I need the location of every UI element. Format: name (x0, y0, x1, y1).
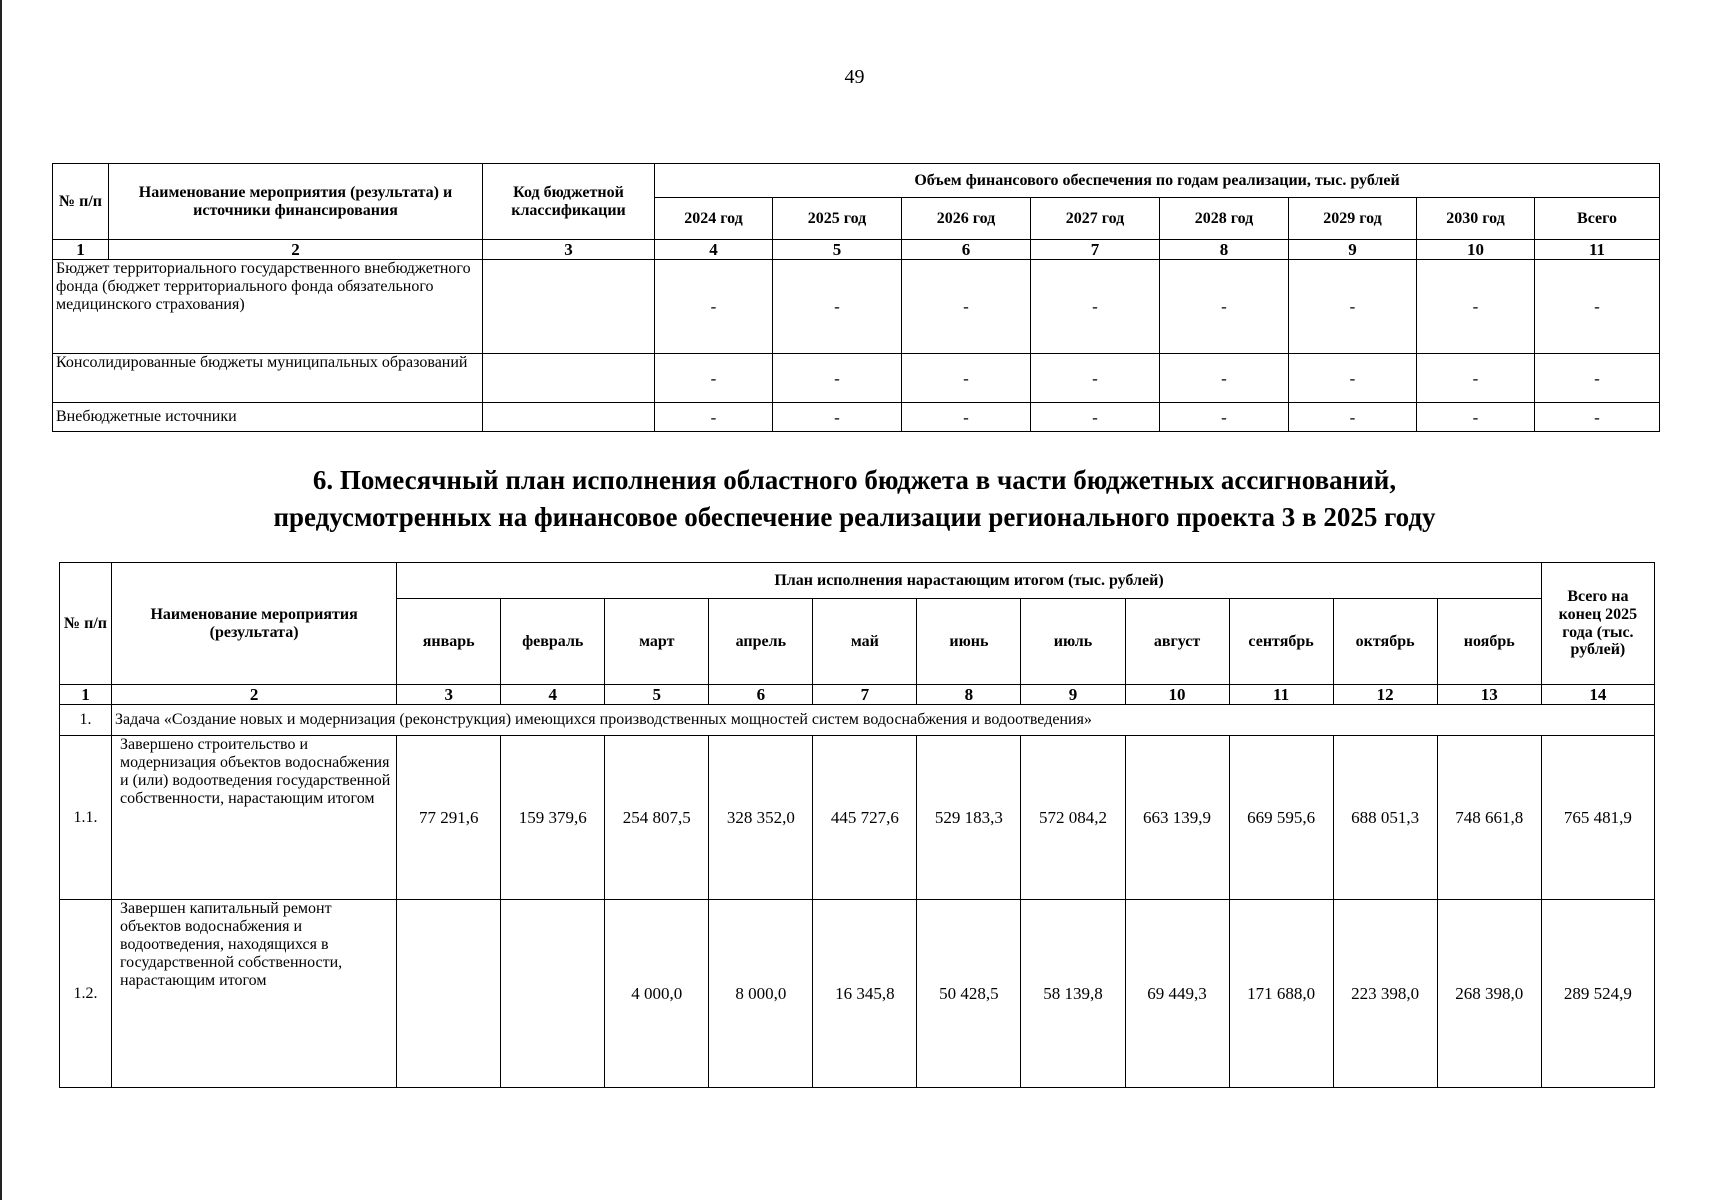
header-month: июль (1021, 599, 1125, 685)
value-cell: 16 345,8 (813, 900, 917, 1088)
value-cell: - (1289, 260, 1417, 354)
col-number: 3 (483, 240, 655, 260)
col-number: 9 (1289, 240, 1417, 260)
col-number: 2 (109, 240, 483, 260)
row-number: 1.1. (60, 736, 112, 900)
section-heading-line: 6. Помесячный план исполнения областного бюджета в части бюджетных ассигнований, (312, 465, 1397, 495)
col-number: 13 (1437, 685, 1541, 705)
header-month: ноябрь (1437, 599, 1541, 685)
col-number: 4 (501, 685, 605, 705)
monthly-plan-table (59, 562, 1655, 1088)
value-cell: - (1417, 354, 1535, 403)
col-number: 4 (655, 240, 773, 260)
table-row (53, 403, 1660, 432)
value-cell: 445 727,6 (813, 736, 917, 900)
header-year: 2029 год (1289, 198, 1417, 240)
table-row (60, 736, 1655, 900)
value-cell: 328 352,0 (709, 736, 813, 900)
value-cell (501, 900, 605, 1088)
value-cell: - (1160, 260, 1289, 354)
value-cell: 171 688,0 (1229, 900, 1333, 1088)
value-cell: - (1160, 403, 1289, 432)
activity-name: Завершено строительство и модернизация объектов водоснабжения и (или) водоотведения государственной собственности, нарастающим итогом (112, 736, 397, 900)
value-cell: - (1535, 354, 1660, 403)
header-year: 2028 год (1160, 198, 1289, 240)
page-number: 49 (844, 66, 865, 88)
header-year: 2030 год (1417, 198, 1535, 240)
value-cell: - (1535, 403, 1660, 432)
value-cell: - (773, 403, 902, 432)
value-cell: - (1031, 403, 1160, 432)
budget-code (483, 403, 655, 432)
value-cell: 223 398,0 (1333, 900, 1437, 1088)
value-cell: 58 139,8 (1021, 900, 1125, 1088)
value-cell: - (902, 354, 1031, 403)
header-year: 2027 год (1031, 198, 1160, 240)
col-number: 6 (709, 685, 813, 705)
col-number: 10 (1417, 240, 1535, 260)
col-number: 1 (60, 685, 112, 705)
header-month: март (605, 599, 709, 685)
task-number: 1. (60, 705, 112, 736)
col-number: 5 (773, 240, 902, 260)
col-number: 6 (902, 240, 1031, 260)
value-cell: - (1160, 354, 1289, 403)
col-number: 12 (1333, 685, 1437, 705)
value-cell: - (773, 260, 902, 354)
header-month: июнь (917, 599, 1021, 685)
value-cell: - (655, 354, 773, 403)
header-month: сентябрь (1229, 599, 1333, 685)
value-cell: - (902, 403, 1031, 432)
col-number: 5 (605, 685, 709, 705)
header-num: № п/п (53, 164, 109, 240)
value-cell: - (1289, 403, 1417, 432)
header-year: 2026 год (902, 198, 1031, 240)
task-row (60, 705, 1655, 736)
value-cell: 289 524,9 (1541, 900, 1654, 1088)
col-number: 1 (53, 240, 109, 260)
value-cell: - (773, 354, 902, 403)
value-cell: - (655, 403, 773, 432)
header-code: Код бюджетной классификации (483, 164, 655, 240)
value-cell: - (1031, 354, 1160, 403)
scan-edge (0, 0, 2, 1200)
col-number: 14 (1541, 685, 1654, 705)
value-cell (397, 900, 501, 1088)
header-funding-group: Объем финансового обеспечения по годам реализации, тыс. рублей (655, 164, 1660, 198)
table-row (53, 354, 1660, 403)
header-month: апрель (709, 599, 813, 685)
budget-code (483, 260, 655, 354)
header-month: октябрь (1333, 599, 1437, 685)
funding-table (52, 163, 1660, 432)
value-cell: 4 000,0 (605, 900, 709, 1088)
header-month: январь (397, 599, 501, 685)
col-number: 8 (917, 685, 1021, 705)
value-cell: 669 595,6 (1229, 736, 1333, 900)
header-total: Всего (1535, 198, 1660, 240)
value-cell: 748 661,8 (1437, 736, 1541, 900)
column-number-row (53, 240, 1660, 260)
col-number: 8 (1160, 240, 1289, 260)
value-cell: 529 183,3 (917, 736, 1021, 900)
table-row (53, 260, 1660, 354)
value-cell: - (902, 260, 1031, 354)
value-cell: - (1535, 260, 1660, 354)
header-plan-group: План исполнения нарастающим итогом (тыс. рублей) (397, 563, 1542, 599)
col-number: 9 (1021, 685, 1125, 705)
header-name: Наименование мероприятия (результата) (112, 563, 397, 685)
row-number: 1.2. (60, 900, 112, 1088)
value-cell: 77 291,6 (397, 736, 501, 900)
value-cell: 50 428,5 (917, 900, 1021, 1088)
value-cell: 572 084,2 (1021, 736, 1125, 900)
column-number-row (60, 685, 1655, 705)
value-cell: 688 051,3 (1333, 736, 1437, 900)
section-heading-line: предусмотренных на финансовое обеспечение реализации регионального проекта 3 в 2025 году (273, 502, 1436, 532)
value-cell: - (1031, 260, 1160, 354)
table-row (60, 900, 1655, 1088)
funding-source-name: Бюджет территориального государственного внебюджетного фонда (бюджет территориального фонда обязательного медицинского страхования) (53, 260, 483, 354)
col-number: 11 (1229, 685, 1333, 705)
col-number: 7 (1031, 240, 1160, 260)
value-cell: - (1417, 403, 1535, 432)
header-num: № п/п (60, 563, 112, 685)
header-name: Наименование мероприятия (результата) и источники финансирования (109, 164, 483, 240)
value-cell: 254 807,5 (605, 736, 709, 900)
header-year: 2025 год (773, 198, 902, 240)
header-month: февраль (501, 599, 605, 685)
section-heading (0, 462, 1709, 536)
col-number: 11 (1535, 240, 1660, 260)
activity-name: Завершен капитальный ремонт объектов водоснабжения и водоотведения, находящихся в государственной собственности, нарастающим итогом (112, 900, 397, 1088)
value-cell: - (655, 260, 773, 354)
value-cell: - (1289, 354, 1417, 403)
col-number: 3 (397, 685, 501, 705)
value-cell: 8 000,0 (709, 900, 813, 1088)
header-total: Всего на конец 2025 года (тыс. рублей) (1541, 563, 1654, 685)
value-cell: 268 398,0 (1437, 900, 1541, 1088)
header-month: май (813, 599, 917, 685)
value-cell: 663 139,9 (1125, 736, 1229, 900)
budget-code (483, 354, 655, 403)
funding-source-name: Консолидированные бюджеты муниципальных образований (53, 354, 483, 403)
funding-source-name: Внебюджетные источники (53, 403, 483, 432)
value-cell: 69 449,3 (1125, 900, 1229, 1088)
col-number: 7 (813, 685, 917, 705)
col-number: 10 (1125, 685, 1229, 705)
value-cell: 159 379,6 (501, 736, 605, 900)
value-cell: 765 481,9 (1541, 736, 1654, 900)
header-year: 2024 год (655, 198, 773, 240)
task-title: Задача «Создание новых и модернизация (реконструкция) имеющихся производственных мощностей систем водоснабжения и водоотведения» (112, 705, 1655, 736)
header-month: август (1125, 599, 1229, 685)
value-cell: - (1417, 260, 1535, 354)
col-number: 2 (112, 685, 397, 705)
